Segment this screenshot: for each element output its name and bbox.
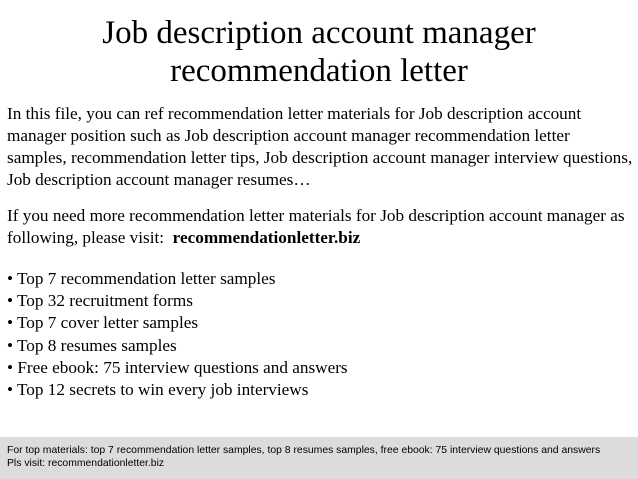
title-line-1: Job description account manager: [102, 15, 536, 51]
list-item: • Top 8 resumes samples: [7, 335, 177, 355]
footer-bar: [0, 437, 638, 479]
list-item: • Top 7 cover letter samples: [7, 313, 199, 333]
list-item: • Free ebook: 75 interview questions and answers: [7, 357, 348, 377]
intro-paragraph: In this file, you can ref recommendation letter materials for Job description account manager position such as Job description account manager recommendation letter samples, recommendation letter tips, Job description account manager interview questions, Job description account manager resumes…: [7, 104, 633, 189]
body-content: [7, 103, 633, 401]
footer-text: [7, 444, 600, 470]
visit-paragraph: [7, 205, 633, 249]
footer-line-2: Pls visit: recommendationletter.biz: [7, 458, 165, 469]
title-line-2: recommendation letter: [170, 53, 468, 89]
list-item: • Top 12 secrets to win every job interviews: [7, 380, 309, 400]
bullet-list: [7, 268, 633, 401]
site-link[interactable]: recommendationletter.biz: [172, 228, 361, 247]
page-title: [0, 14, 638, 90]
list-item: • Top 7 recommendation letter samples: [7, 269, 276, 288]
footer-line-1: For top materials: top 7 recommendation letter samples, top 8 resumes samples, free ebook: 75 interview questions and answers: [7, 445, 601, 456]
list-item: • Top 32 recruitment forms: [7, 291, 193, 311]
visit-text: If you need more recommendation letter materials for Job description account manager as following, please visit:: [7, 206, 625, 247]
